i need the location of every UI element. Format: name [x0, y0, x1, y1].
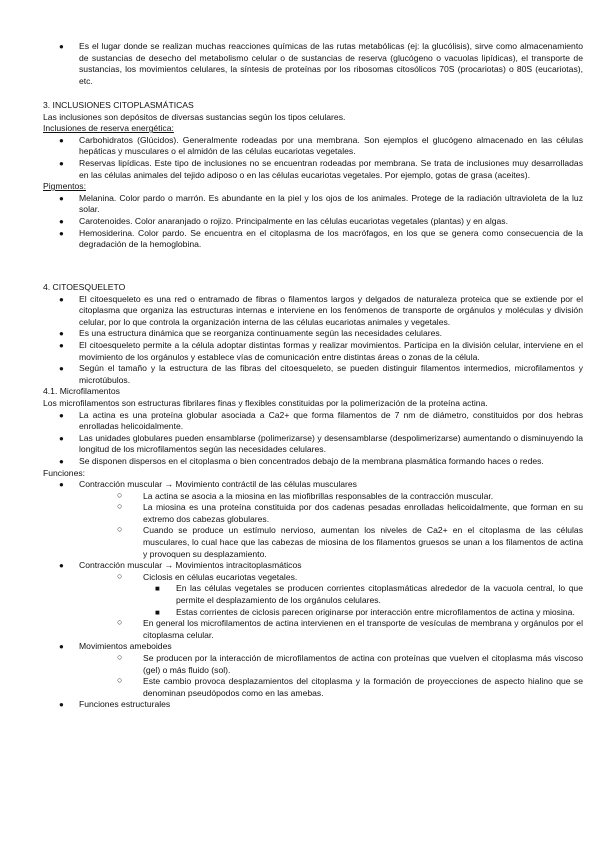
sub-sub-list-item	[153, 607, 583, 619]
sub-list-item	[116, 572, 583, 584]
list-item	[43, 479, 583, 491]
circle-bullet-icon: ○	[117, 617, 123, 628]
list-item-text: El citoesqueleto es una red o entramado de fibras o filamentos largos y delgados de naturaleza proteica que se extiende por el citoplasma que organiza las estructuras internas e interviene en los fenómenos de transporte de orgánulos y moléculas y división celular, por lo que controla la organización interna de las células eucariotas animales y vegetales.	[79, 293, 583, 327]
sub-list-item	[116, 502, 583, 525]
list-item-text: Carotenoides. Color anaranjado o rojizo. Principalmente en las células eucariotas vegetales (plantas) y en algas.	[79, 215, 508, 226]
bullet-icon: ●	[59, 480, 64, 490]
subsection-title: Inclusiones de reserva energética:	[43, 123, 174, 134]
list-item	[43, 294, 583, 329]
circle-bullet-icon: ○	[117, 675, 123, 686]
list-item	[43, 363, 583, 386]
circle-bullet-icon: ○	[117, 652, 123, 662]
sub-list-item-text: Este cambio provoca desplazamientos del citoplasma y la formación de proyecciones de aspecto hialino que se denominan pseudópodos como en las amebas.	[143, 676, 583, 698]
sub-list-item-text: Se producen por la interacción de microfilamentos de actina con proteínas que vuelven el citoplasma más viscoso (gel) o más fluido (sol).	[143, 653, 583, 675]
section-heading: 4. CITOESQUELETO	[43, 282, 126, 292]
funciones-heading: Funciones:	[43, 467, 86, 478]
list-item	[43, 456, 583, 468]
list-item	[43, 340, 583, 363]
sub-list-item-text: La miosina es una proteína constituida por dos cadenas pesadas enrolladas helicoidalmente, que forman en su extremo dos cabezas globulares.	[143, 502, 583, 524]
bullet-icon: ●	[59, 456, 64, 466]
list-item-text: Es una estructura dinámica que se reorganiza continuamente según las necesidades celulares.	[79, 328, 443, 339]
sub-list-item-text: Ciclosis en células eucariotas vegetales.	[143, 571, 298, 582]
sub-list-item	[116, 653, 583, 676]
list-item	[43, 433, 583, 456]
sub-list-item	[116, 525, 583, 560]
list-item	[43, 193, 583, 216]
bullet-icon: ●	[59, 433, 64, 443]
list-item	[43, 560, 583, 572]
square-bullet-icon: ■	[155, 584, 160, 594]
inclusiones-section	[43, 100, 583, 251]
list-item-text: Carbohidratos (Glúcidos). Generalmente rodeadas por una membrana. Son ejemplos el glucógeno almacenado en las células hepáticas y musculares o el almidón de las células eucariotas vegetales.	[79, 134, 583, 157]
sub-list-item	[116, 491, 583, 503]
list-item-text: Las unidades globulares pueden ensamblarse (polimerizarse) y desensamblarse (despolimerizarse) aumentando o disminuyendo la longitud de los microfilamentos según las necesidades celulares.	[79, 432, 583, 455]
square-bullet-icon: ■	[155, 607, 160, 617]
bullet-icon: ●	[59, 193, 64, 203]
list-item-text: Es el lugar donde se realizan muchas reacciones químicas de las rutas metabólicas (ej: la glucólisis), sirve como almacenamiento de sustancias de desecho del metabolismo celular o de sustancias de reserva (glucógeno o vacuolas lipídicas), el transporte de sustancias, los movimientos celulares, la síntesis de proteínas por los ribosomas citosólicos 70S (procariotas) o 80S (eucariotas), etc.	[79, 41, 583, 86]
circle-bullet-icon: ○	[117, 570, 123, 581]
list-item-text: Hemosiderina. Color pardo. Se encuentra en el citoplasma de los macrófagos, en los que se genera como consecuencia de la degradación de la hemoglobina.	[79, 227, 583, 250]
list-item	[43, 41, 583, 87]
bullet-icon: ●	[59, 158, 64, 168]
sub-list-item-text: En general los microfilamentos de actina intervienen en el transporte de vesículas de membrana y orgánulos por el citoplasma celular.	[143, 618, 583, 640]
sub-list-item-text: La actina se asocia a la miosina en las miofibrillas responsables de la contracción muscular.	[143, 490, 494, 501]
list-item-text: Reservas lipídicas. Este tipo de inclusiones no se encuentran rodeadas por membrana. Se trata de inclusiones muy desarrolladas en las células animales del tejido adiposo o en las células eucariotas vegetales. Por ejemplo, gotas de grasa (aceites).	[79, 157, 583, 180]
list-item	[43, 641, 583, 653]
bullet-icon: ●	[59, 700, 64, 710]
sub-sub-list-item-text: En las células vegetales se producen corrientes citoplasmáticas alrededor de la vacuola central, lo que permite el desplazamiento de los orgánulos celulares.	[176, 583, 583, 606]
section-heading: 3. INCLUSIONES CITOPLASMÁTICAS	[43, 100, 194, 110]
list-item	[43, 216, 583, 228]
subsection-title: Pigmentos:	[43, 181, 86, 192]
bullet-icon: ●	[59, 364, 64, 374]
circle-bullet-icon: ○	[117, 501, 123, 512]
list-item-text: Se disponen dispersos en el citoplasma o bien concentrados debajo de la membrana plasmática formando haces o redes.	[79, 455, 544, 466]
subsection-heading: 4.1. Microfilamentos	[43, 386, 120, 397]
bullet-icon: ●	[59, 216, 64, 226]
list-item	[43, 699, 583, 711]
sub-list-item	[116, 676, 583, 699]
sub-sub-list-item	[153, 583, 583, 606]
list-item-text: Contracción muscular → Movimientos intracitoplasmáticos	[79, 560, 302, 571]
bullet-icon: ●	[59, 642, 64, 652]
list-item-text: Movimientos ameboides	[79, 641, 172, 652]
circle-bullet-icon: ○	[117, 524, 123, 535]
sub-list-item	[116, 618, 583, 641]
list-item-text: Melanina. Color pardo o marrón. Es abundante en la piel y los ojos de los animales. Protege de la radiación ultravioleta de la luz solar.	[79, 192, 583, 215]
list-item-text: Contracción muscular → Movimiento contráctil de las células musculares	[79, 479, 357, 490]
list-item	[43, 410, 583, 433]
bullet-icon: ●	[59, 561, 64, 571]
intro-section	[43, 41, 583, 87]
section-intro: Los microfilamentos son estructuras fibrilares finas y flexibles constituidas por la polimerización de la proteína actina.	[43, 397, 488, 408]
citoesqueleto-section	[43, 282, 583, 711]
bullet-icon: ●	[59, 340, 64, 350]
circle-bullet-icon: ○	[117, 489, 123, 500]
sub-list-item-text: Cuando se produce un estímulo nervioso, aumentan los niveles de Ca2+ en el citoplasma de las células musculares, lo cual hace que las cabezas de miosina de los filamentos gruesos se unan a los filamentos de actina y provoquen su desplazamiento.	[143, 525, 583, 559]
list-item	[43, 158, 583, 181]
section-intro: Las inclusiones son depósitos de diversas sustancias según los tipos celulares.	[43, 111, 346, 122]
list-item-text: Funciones estructurales	[79, 699, 171, 710]
list-item-text: La actina es una proteína globular asociada a Ca2+ que forma filamentos de 7 nm de diámetro, constituidos por dos hebras enrolladas helicoidalmente.	[79, 409, 583, 432]
bullet-icon: ●	[59, 329, 64, 339]
bullet-icon: ●	[59, 294, 64, 304]
bullet-icon: ●	[59, 410, 64, 420]
bullet-icon: ●	[59, 135, 64, 145]
list-item	[43, 228, 583, 251]
list-item-text: El citoesqueleto permite a la célula adoptar distintas formas y realizar movimientos. Participa en la división celular, interviene en el movimiento de los orgánulos y establece vías de comunicación entre distintas áreas o zonas de la célula.	[79, 339, 583, 362]
list-item	[43, 328, 583, 340]
list-item-text: Según el tamaño y la estructura de las fibras del citoesqueleto, se pueden distinguir filamentos intermedios, microfilamentos y microtúbulos.	[79, 363, 583, 385]
bullet-icon: ●	[59, 228, 64, 238]
list-item	[43, 135, 583, 158]
bullet-icon: ●	[59, 42, 64, 51]
sub-sub-list-item-text: Estas corrientes de ciclosis parecen originarse por interacción entre microfilamentos de actina y miosina.	[176, 606, 575, 617]
